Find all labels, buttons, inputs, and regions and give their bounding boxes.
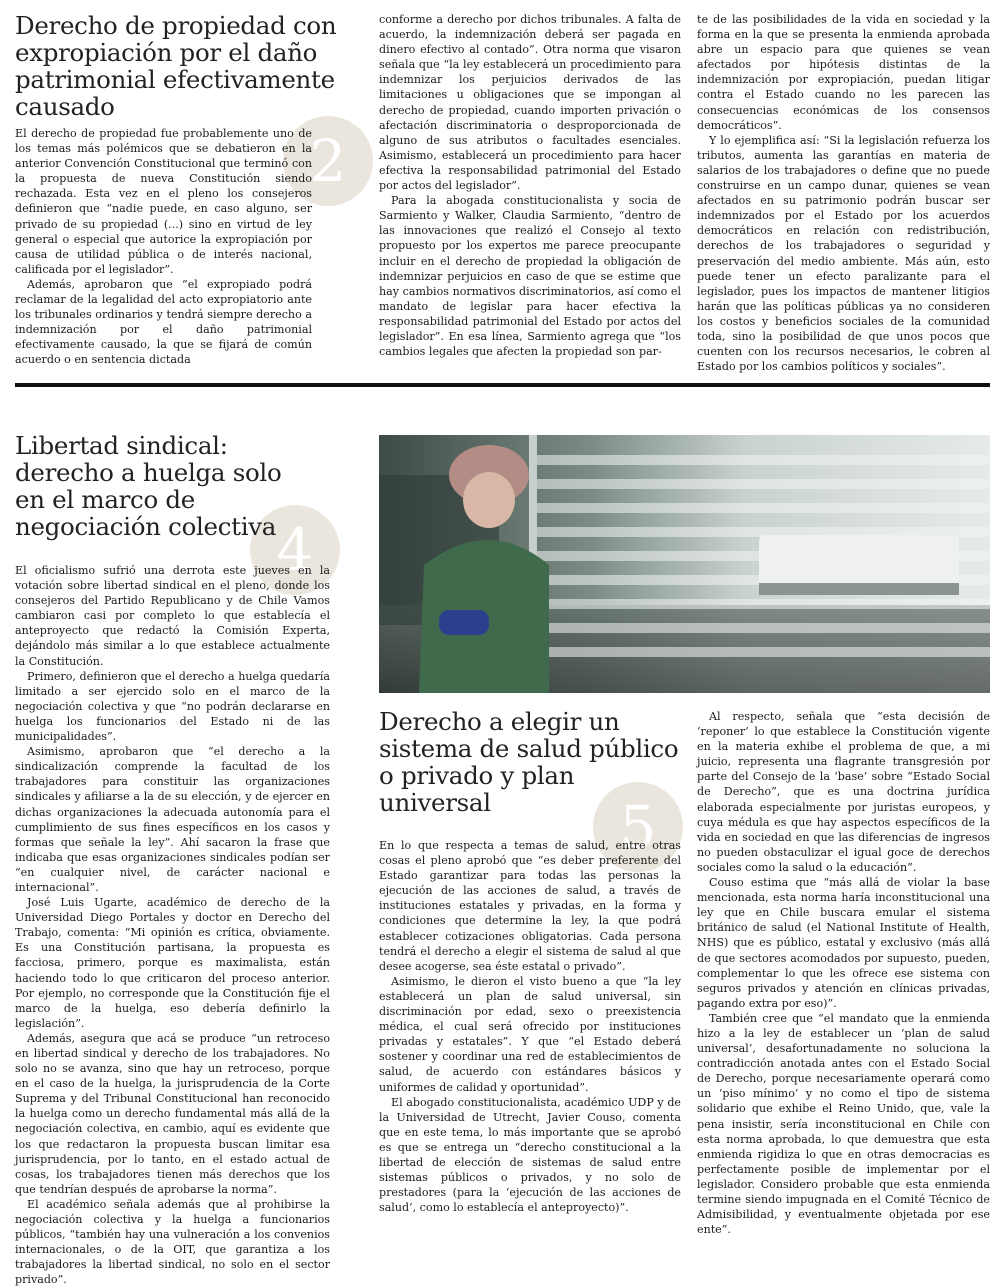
paragraph: Y lo ejemplifica así: “Si la legislación refuerza los tributos, aumenta las garantías en materia de salarios de los trabajadores o define que no puede construirse en un campo dunar, quienes se vean afectados en su patrimonio podrán buscar ser indemnizados por el Estado por los acuerdos democráticos en relación con redistribución, derechos de los trabajadores o seguridad y preservación del medio ambiente. Más aún, esto puede tener un efecto paralizante para el legislador, pues los impactos de mantener litigios harán que las políticas públicas ya no consideren los costos y beneficios sociales de la comunidad toda, sino la posibilidad de que unos pocos que cuenten con los recursos necesarios, le cobren al Estado por los cambios políticos y sociales”.	[697, 133, 990, 374]
paragraph: Al respecto, señala que “esta decisión de ‘reponer’ lo que establece la Constitución vigente en la materia exhibe el problema de que, a mi juicio, representa una flagrante transgresión por parte del Consejo de la ‘base’ sobre “Estado Social de Derecho”, que es una doctrina jurídica elaborada especialmente por juristas europeos, y cuya médula es que hay aspectos específicos de la vida en sociedad en que las diferencias de ingresos no pueden obstaculizar el igual goce de derechos sociales como la salud o la educación”.	[697, 710, 990, 874]
section-2-heading: Derecho de propiedad con expropiación por el daño patrimonial efectivamente causado	[15, 11, 337, 121]
section-2-column-2	[379, 12, 681, 359]
paragraph: conforme a derecho por dichos tribunales. A falta de acuerdo, la indemnización deberá ser pagada en dinero efectivo al contado”. Otra norma que visaron señala que “la ley establecerá un procedimiento para indemnizar los perjuicios derivados de las limitaciones u obligaciones que se impongan al derecho de propiedad, cuando importen privación o afectación discriminatoria o desproporcionada de alguno de sus atributos o facultades esenciales. Asimismo, establecerá un procedimiento para hacer efectiva la responsabilidad patrimonial del Estado por actos del legislador”.	[379, 13, 681, 193]
paragraph: Primero, definieron que el derecho a huelga quedaría limitado a ser ejercido solo en el marco de la negociación colectiva y que “no podrán declararse en huelga los funcionarios del Estado ni de las municipalidades”.	[15, 669, 330, 744]
paragraph: El derecho de propiedad fue probablemente uno de los temas más polémicos que se debatieron en la anterior Convención Constitucional que terminó con la propuesta de nueva Constitución siendo rechazada. Esta vez en el pleno los consejeros definieron que “nadie puede, en caso alguno, ser privado de su propiedad (...) sino en virtud de ley general o especial que autorice la expropiación por causa de utilidad pública o de interés nacional, calificada por el legislador”.	[15, 127, 312, 276]
section-5-column-3	[697, 709, 990, 1237]
paragraph: Asimismo, aprobaron que “el derecho a la sindicalización comprende la facultad de los trabajadores para constituir las organizaciones sindicales y afiliarse a la de su elección, y de ejercer en dichas organizaciones la adecuada autonomía para el cumplimiento de sus fines específicos en los casos y formas que señale la ley”. Ahí sacaron la frase que indicaba que esas organizaciones sindicales podían ser “en cualquier nivel, de carácter nacional e internacional”.	[15, 745, 330, 894]
section-number-badge: 2	[283, 116, 373, 206]
section-2-column-3	[697, 12, 990, 374]
paragraph: También cree que “el mandato que la enmienda hizo a la ley de establecer un ‘plan de salud universal’, desafortunadamente no soluciona la contradicción anotada antes con el Estado Social de Derecho, porque necesariamente operará como un ‘piso mínimo’ y no como el tipo de sistema solidario que exhibe el Reino Unido, que, vale la pena insistir, sería inconstitucional en Chile con esta norma aprobada, lo que demuestra que esta enmienda rigidiza lo que en otras democracias es perfectamente posible de implementar por el legislador. Considero probable que esta enmienda termine siendo impugnada en el Comité Técnico de Admisibilidad, y eventualmente objetada por ese ente”.	[697, 1011, 990, 1237]
hospital-photo-illustration	[379, 435, 990, 693]
paragraph: José Luis Ugarte, académico de derecho de la Universidad Diego Portales y doctor en Derecho del Trabajo, comenta: “Mi opinión es crítica, obviamente. Es una Constitución partisana, la propuesta es facciosa, primero, porque es maximalista, están haciendo todo lo que criticaron del proceso anterior. Por ejemplo, no corresponde que la Constitución fije el marco de la huelga, eso debería definirlo la legislación”.	[15, 896, 330, 1030]
paragraph: Además, asegura que acá se produce “un retroceso en libertad sindical y derecho de los trabajadores. No solo no se avanza, sino que hay un retroceso, porque en el caso de la huelga, la jurisprudencia de la Corte Suprema y del Tribunal Constitucional han reconocido la huelga como un derecho fundamental más allá de la negociación colectiva, en cambio, aquí es evidente que los que redactaron la propuesta buscan limitar esa jurisprudencia, por lo tanto, en el estado actual de cosas, los trabajadores tienen más derechos que los que tendrían después de aprobarse la norma”.	[15, 1031, 330, 1196]
section-divider	[15, 383, 990, 387]
section-5-column-2	[379, 838, 681, 1215]
paragraph: Para la abogada constitucionalista y socia de Sarmiento y Walker, Claudia Sarmiento, “dentro de las innovaciones que realizó el Consejo al texto propuesto por los expertos me parece preocupante incluir en el derecho de propiedad la obligación de indemnizar perjuicios en caso de que se estime que hay cambios normativos discriminatorios, así como el mandato de legislar para hacer efectiva la responsabilidad patrimonial del Estado por actos del legislador”. En esa línea, Sarmiento agrega que “los cambios legales que afecten la propiedad son par-	[379, 194, 681, 359]
paragraph: En lo que respecta a temas de salud, entre otras cosas el pleno aprobó que “es deber preferente del Estado garantizar para todas las personas la ejecución de las acciones de salud, a través de instituciones estatales y privadas, en la forma y condiciones que determine la ley, la que podrá establecer cotizaciones obligatorias. Cada persona tendrá el derecho a elegir el sistema de salud al que desee acogerse, sea éste estatal o privado”.	[379, 839, 681, 973]
section-number-badge: 4	[250, 505, 340, 595]
section-5-heading: Derecho a elegir un sistema de salud público o privado y plan universal	[379, 707, 679, 817]
section-2-column-1	[15, 126, 312, 368]
paragraph: El oficialismo sufrió una derrota este jueves en la votación sobre libertad sindical en el pleno, donde los consejeros del Partido Republicano y de Chile Vamos cambiaron casi por completo lo que establecía el anteproyecto que redactó la Comisión Experta, dejándolo más similar a lo que establece actualmente la Constitución.	[15, 564, 330, 668]
section-4-heading: Libertad sindical: derecho a huelga solo en el marco de negociación colectiva	[15, 431, 282, 541]
paragraph: El académico señala además que al prohibirse la negociación colectiva y la huelga a funcionarios públicos, “también hay una vulneración a los convenios internacionales, o de la OIT, que garantiza a los trabajadores la libertad sindical, no solo en el sector privado”.	[15, 1197, 330, 1287]
paragraph: Además, aprobaron que “el expropiado podrá reclamar de la legalidad del acto expropiatorio ante los tribunales ordinarios y tendrá siempre derecho a indemnización por el daño patrimonial efectivamente causado, la que se fijará de común acuerdo o en sentencia dictada	[15, 277, 312, 367]
paragraph: te de las posibilidades de la vida en sociedad y la forma en la que se presenta la enmienda aprobada abre un espacio para que quienes se vean afectados por hipótesis distintas de la indemnización por expropiación, puedan litigar contra el Estado cuando no les parecen las consecuencias económicas de los consensos democráticos”.	[697, 13, 990, 132]
paragraph: Couso estima que “más allá de violar la base mencionada, esta norma haría inconstitucional una ley que en Chile buscara emular el sistema británico de salud (el National Institute of Health, NHS) que es público, estatal y exclusivo (más allá de que sectores acomodados por supuesto, pueden, complementar lo que les ofrece ese sistema con seguros privados y atención en clínicas privadas, pagando extra por eso)”.	[697, 876, 990, 1010]
hospital-photo	[379, 435, 990, 693]
paragraph: El abogado constitucionalista, académico UDP y de la Universidad de Utrecht, Javier Couso, comenta que en este tema, lo más importante que se aprobó es que se entrega un “derecho constitucional a la libertad de elección de sistemas de salud entre sistemas públicos o privados, y no solo de prestadores (para la ‘ejecución de las acciones de salud’, como lo establecía el anteproyecto)”.	[379, 1095, 681, 1215]
section-number-badge: 5	[593, 782, 683, 872]
section-4-column-1	[15, 563, 330, 1288]
paragraph: Asimismo, le dieron el visto bueno a que “la ley establecerá un plan de salud universal, sin discriminación por edad, sexo o preexistencia médica, el cual será ofrecido por instituciones privadas y estatales”. Y que “el Estado deberá sostener y coordinar una red de establecimientos de salud, de acuerdo con estándares básicos y uniformes de calidad y oportunidad”.	[379, 974, 681, 1094]
